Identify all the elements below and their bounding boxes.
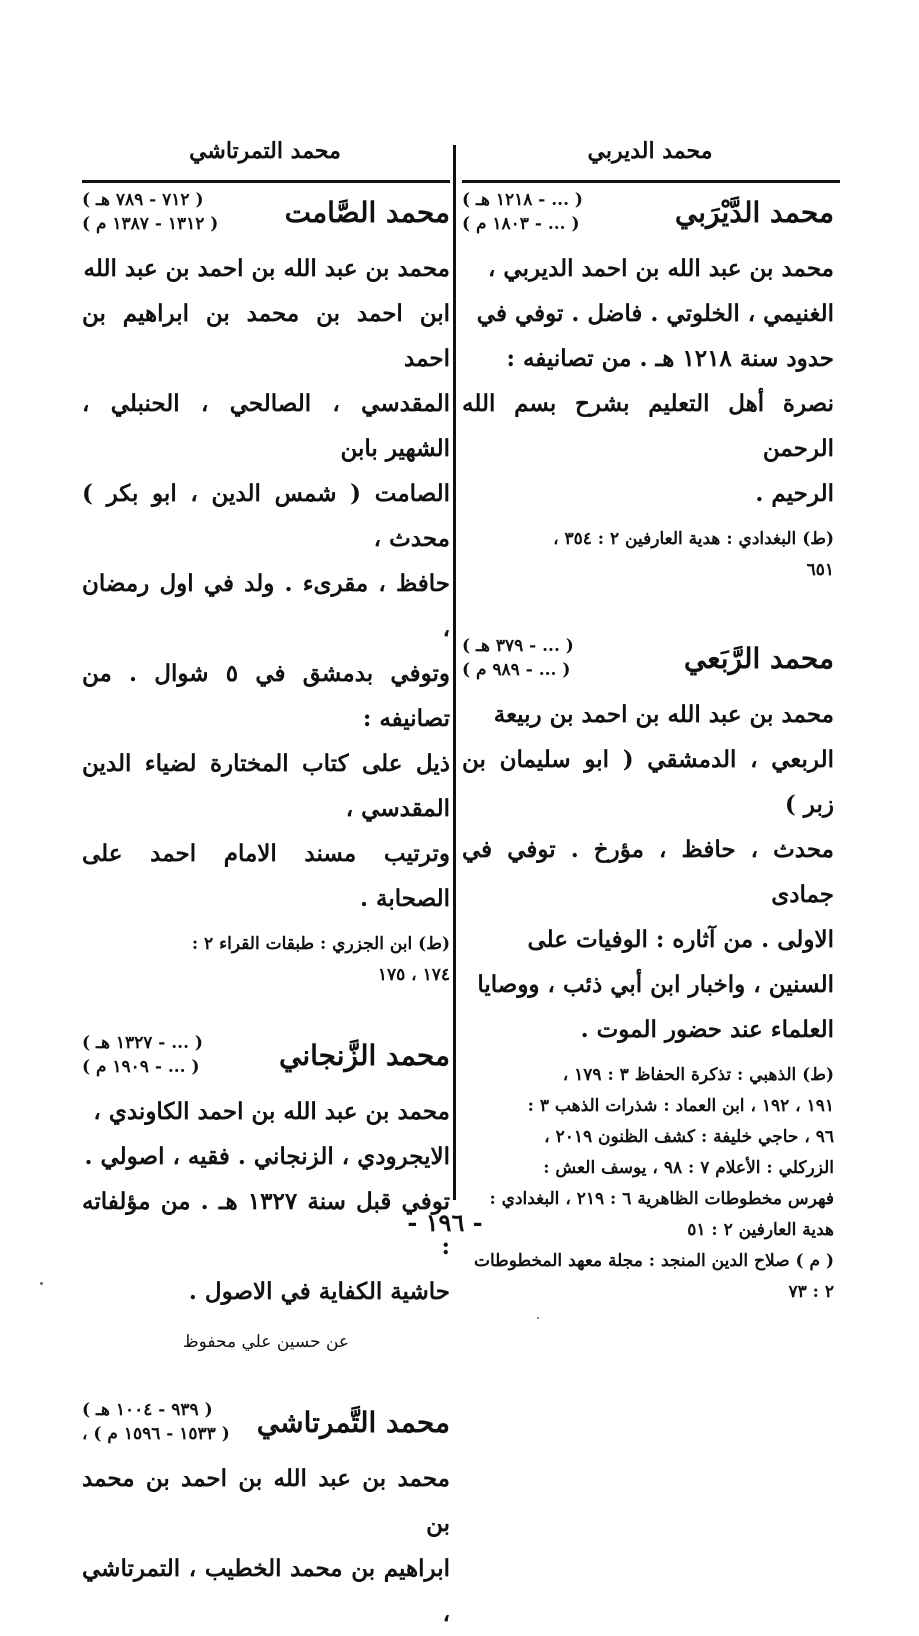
dates-hijri: ( ... - ١٣٢٧ هـ )	[82, 1033, 203, 1053]
ref-line: الزركلي : الأعلام ٧ : ٩٨ ، يوسف العش :	[543, 1158, 834, 1178]
right-column	[462, 188, 834, 1308]
ref-line: ٢ : ٧٣	[788, 1282, 834, 1302]
dates-gregorian: ( ... - ١٩٠٩ م )	[82, 1057, 200, 1077]
body-line: حدود سنة ١٢١٨ هـ . من تصانيفه :	[506, 345, 834, 372]
body-line: نصرة أهل التعليم بشرح بسم الله الرحمن	[462, 390, 834, 462]
entry-name: محمد الصَّامت	[284, 195, 450, 229]
dates-hijri: ( ... - ١٢١٨ هـ )	[462, 190, 583, 210]
dates-gregorian: ( ١٣١٢ - ١٣٨٧ م )	[82, 214, 219, 234]
dates-hijri: ( ٩٣٩ - ١٠٠٤ هـ )	[82, 1400, 213, 1420]
entry-references	[82, 929, 450, 991]
header-rule-right	[462, 180, 840, 183]
entry-body	[462, 692, 834, 1052]
ref-line: هدية العارفين ٢ : ٥١	[687, 1220, 834, 1240]
body-line: وتوفي بدمشق في ٥ شوال . من تصانيفه :	[82, 660, 450, 732]
dates-hijri: ( ٧١٢ - ٧٨٩ هـ )	[82, 190, 204, 210]
entry-heading	[462, 634, 834, 682]
body-line: الاولى . من آثاره : الوفيات على	[527, 926, 834, 953]
body-line: ذيل على كتاب المختارة لضياء الدين المقدسي ،	[82, 750, 450, 822]
page-number: - ١٩٦ -	[407, 1208, 483, 1237]
body-line: توفي قبل سنة ١٣٢٧ هـ . من مؤلفاته :	[82, 1188, 450, 1260]
ref-line: (ط) ابن الجزري : طبقات القراء ٢ :	[191, 934, 450, 954]
entry-name: محمد الدَّيْرَبي	[674, 195, 834, 229]
body-line: محمد بن عبد الله بن احمد بن عبد الله	[83, 255, 450, 282]
entry-author: عن حسين علي محفوظ	[182, 1332, 350, 1352]
entry-diraby	[462, 188, 834, 586]
entry-body	[462, 246, 834, 516]
body-line: محمد بن عبد الله بن احمد الديربي ،	[487, 255, 834, 282]
body-line: حاشية الكفاية في الاصول .	[188, 1278, 450, 1305]
dates-gregorian: ( ١٥٣٣ - ١٥٩٦ م ) ،	[82, 1424, 230, 1444]
body-line: الربعي ، الدمشقي ( ابو سليمان بن زبر )	[462, 746, 834, 818]
running-header-right: محمد الديربي	[587, 138, 713, 164]
entry-references	[462, 524, 834, 586]
body-line: العلماء عند حضور الموت .	[580, 1016, 834, 1043]
body-line: الغنيمي ، الخلوتي . فاضل . توفي في	[476, 300, 834, 327]
entry-name: محمد الرَّبَعي	[683, 641, 834, 675]
ref-line: ١٩١ ، ١٩٢ ، ابن العماد : شذرات الذهب ٣ :	[527, 1096, 834, 1116]
body-line: محمد بن عبد الله بن احمد بن ربيعة	[493, 701, 834, 728]
column-divider	[453, 145, 456, 1200]
ref-line: (ط) البغدادي : هدية العارفين ٢ : ٣٥٤ ،	[553, 529, 834, 549]
body-line: حافظ ، مقرىء . ولد في اول رمضان ،	[82, 570, 450, 642]
body-line: ابن احمد بن محمد بن ابراهيم بن احمد	[82, 300, 450, 372]
ref-line: (ط) الذهبي : تذكرة الحفاظ ٣ : ١٧٩ ،	[562, 1065, 834, 1085]
ref-line: ١٧٤ ، ١٧٥	[377, 965, 450, 985]
entry-samit	[82, 188, 450, 991]
body-line: محمد بن عبد الله بن احمد الكاوندي ،	[93, 1098, 450, 1125]
body-line: الايجرودي ، الزنجاني . فقيه ، اصولي .	[84, 1143, 450, 1170]
entry-dates	[462, 188, 583, 236]
dates-gregorian: ( ... - ١٨٠٣ م )	[462, 214, 580, 234]
entry-references	[462, 1060, 834, 1308]
entry-body	[82, 1456, 450, 1636]
body-line: المقدسي ، الصالحي ، الحنبلي ، الشهير بابن	[82, 390, 450, 462]
running-header-left: محمد التمرتاشي	[189, 138, 341, 164]
entry-dates	[82, 188, 218, 236]
entry-heading	[82, 1398, 450, 1446]
entry-zanjani	[82, 1031, 450, 1352]
body-line: الصامت ( شمس الدين ، ابو بكر ) محدث ،	[82, 480, 450, 552]
entry-timurtashi	[82, 1398, 450, 1636]
entry-rabai	[462, 634, 834, 1308]
entry-heading	[82, 1031, 450, 1079]
dates-gregorian: ( ... - ٩٨٩ م )	[462, 660, 571, 680]
body-line: الرحيم .	[755, 480, 834, 507]
ref-line: فهرس مخطوطات الظاهرية ٦ : ٢١٩ ، البغدادي :	[489, 1189, 834, 1209]
body-line: محمد بن عبد الله بن احمد بن محمد بن	[82, 1465, 450, 1537]
body-line: السنين ، واخبار ابن أبي ذئب ، ووصايا	[477, 971, 834, 998]
body-line: ابراهيم بن محمد الخطيب ، التمرتاشي ،	[82, 1555, 450, 1627]
entry-dates	[82, 1398, 230, 1446]
scan-speck	[537, 1317, 539, 1319]
entry-heading	[462, 188, 834, 236]
ref-line: ( م ) صلاح الدين المنجد : مجلة معهد المخطوطات	[474, 1251, 834, 1271]
entry-dates	[462, 634, 574, 682]
ref-line: ٩٦ ، حاجي خليفة : كشف الظنون ٢٠١٩ ،	[544, 1127, 834, 1147]
scan-speck	[40, 1282, 43, 1285]
entry-body	[82, 246, 450, 921]
entry-heading	[82, 188, 450, 236]
entry-name: محمد الزَّنجاني	[279, 1038, 450, 1072]
left-column	[82, 188, 450, 1636]
entry-body	[82, 1089, 450, 1314]
entry-name: محمد التَّمرتاشي	[256, 1405, 450, 1439]
body-line: وترتيب مسند الامام احمد على الصحابة .	[82, 840, 450, 912]
dates-hijri: ( ... - ٣٧٩ هـ )	[462, 636, 574, 656]
body-line: محدث ، حافظ ، مؤرخ . توفي في جمادى	[462, 836, 834, 908]
header-rule-left	[82, 180, 450, 183]
ref-line: ٦٥١	[806, 560, 834, 580]
entry-dates	[82, 1031, 203, 1079]
